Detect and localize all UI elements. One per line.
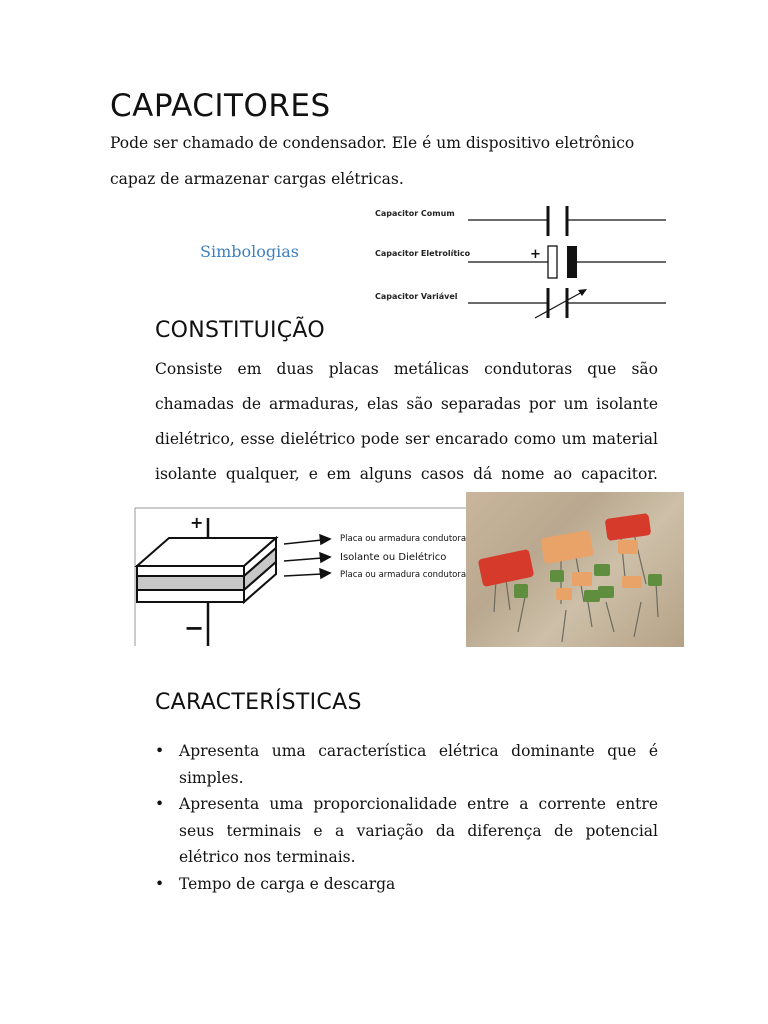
bullet: •: [155, 874, 165, 893]
bullet: •: [155, 742, 165, 760]
capacitor-symbols-diagram: [370, 200, 670, 322]
page-title: CAPACITORES: [110, 88, 331, 124]
symbol-capacitor-eletrolitico: [375, 246, 666, 278]
section-heading-constituicao: CONSTITUIÇÃO: [155, 318, 325, 343]
list-item-text: Tempo de carga e descarga: [179, 874, 396, 893]
plus-sign: +: [530, 247, 541, 262]
layer-label-top-plate: Placa ou armadura condutora: [340, 534, 467, 544]
intro-paragraph: Pode ser chamado de condensador. Ele é um dispositivo eletrônico capaz de armazenar cargas elétricas.: [110, 134, 635, 188]
characteristics-list: [155, 738, 658, 897]
layer-label-dielectric: Isolante ou Dielétrico: [340, 552, 447, 563]
list-item: [155, 791, 658, 871]
symbol-capacitor-comum: [375, 206, 666, 236]
capacitor-layers-diagram: [134, 506, 474, 648]
capacitors-photo-drawing: [466, 492, 684, 647]
symbol-label-comum: Capacitor Comum: [375, 209, 455, 218]
list-item-text: Apresenta uma proporcionalidade entre a corrente entre seus terminais e a variação da diferença de potencial elétrico nos terminais.: [179, 795, 658, 866]
list-item: [155, 871, 658, 898]
capacitors-photo: [466, 492, 684, 647]
list-item: [155, 738, 658, 791]
list-item-text: Apresenta uma característica elétrica dominante que é simples.: [179, 742, 658, 787]
bullet: •: [155, 795, 165, 813]
section-heading-caracteristicas: CARACTERÍSTICAS: [155, 690, 362, 715]
symbol-label-variavel: Capacitor Variável: [375, 292, 458, 301]
minus-terminal-label: −: [184, 614, 205, 642]
plus-terminal-label: +: [190, 513, 204, 532]
symbol-capacitor-variavel: [375, 288, 666, 318]
layer-label-bottom-plate: Placa ou armadura condutora: [340, 570, 467, 580]
symbology-label: Simbologias: [200, 242, 299, 261]
constituicao-paragraph: Consiste em duas placas metálicas condutoras que são chamadas de armaduras, elas são separadas por um isolante dielétrico, esse dielétrico pode ser encarado como um material isolante qualquer, e em alguns casos dá nome ao capacitor.: [155, 360, 658, 483]
symbol-label-eletrolitico: Capacitor Eletrolítico: [375, 249, 471, 258]
